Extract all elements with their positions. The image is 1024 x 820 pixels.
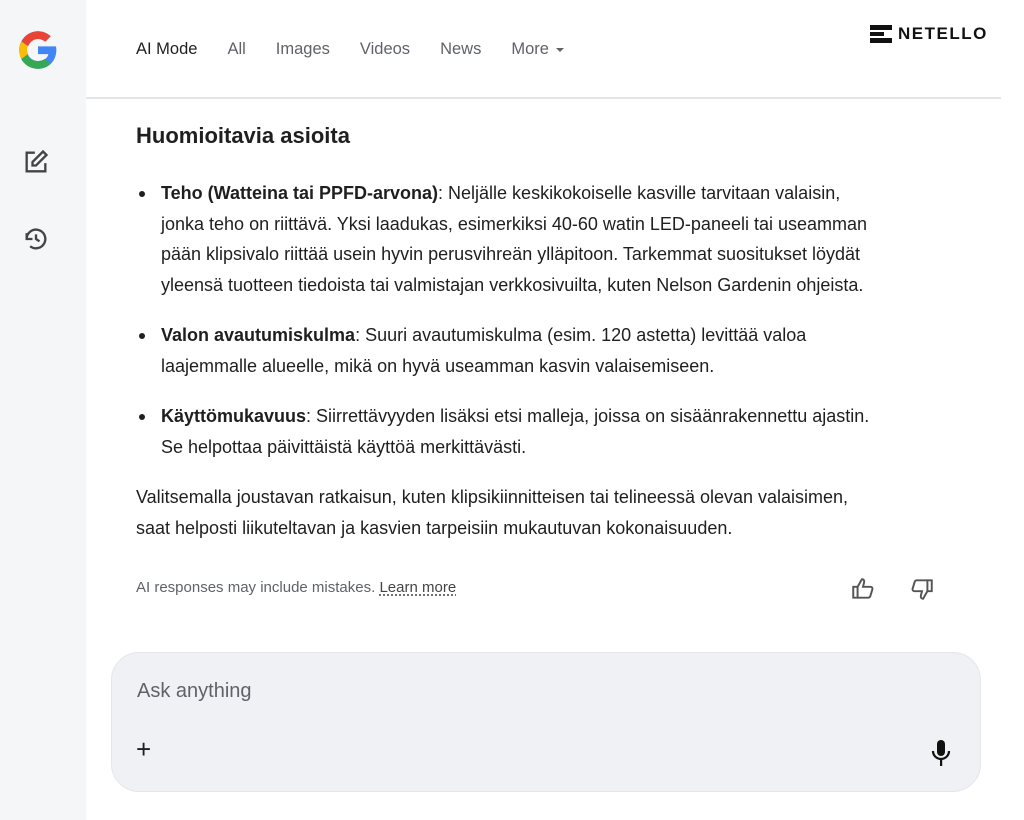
summary-line: Valitsemalla joustavan ratkaisun, kuten klipsikiinnitteisen tai telineessä olevan valaisimen, bbox=[136, 487, 849, 507]
netello-logo-icon bbox=[870, 25, 892, 43]
search-tabs bbox=[136, 40, 564, 59]
bullet-line bbox=[161, 401, 966, 432]
sidebar bbox=[0, 0, 86, 820]
caret-down-icon bbox=[556, 48, 564, 52]
thumbs-down-icon[interactable] bbox=[909, 576, 935, 602]
learn-more-link[interactable]: Learn more bbox=[379, 579, 457, 596]
bullet-term: Valon avautumiskulma bbox=[161, 325, 356, 345]
disclaimer bbox=[136, 579, 456, 596]
bullet-text: pään klipsivalo riittää usein hyvin perusvihreän ylläpitoon. Tarkemmat suositukset löydät bbox=[161, 244, 861, 264]
list-item bbox=[136, 320, 966, 381]
bullet-line bbox=[161, 178, 966, 209]
list-item bbox=[136, 401, 966, 462]
bullet-term: Käyttömukavuus bbox=[161, 406, 307, 426]
ai-answer bbox=[136, 120, 966, 543]
bullet-text: : Suuri avautumiskulma (esim. 120 astetta) levittää valoa bbox=[355, 325, 807, 345]
microphone-icon[interactable] bbox=[930, 739, 952, 767]
more-label: More bbox=[511, 40, 549, 58]
tab-videos[interactable]: Videos bbox=[359, 40, 411, 58]
brand-logo bbox=[870, 24, 988, 44]
list-item bbox=[136, 178, 966, 300]
tab-more[interactable] bbox=[511, 40, 564, 59]
bullet-text: yleensä tuotteen tiedoista tai valmistajan verkkosivuilta, kuten Nelson Gardenin ohjeista. bbox=[161, 274, 864, 295]
history-icon[interactable] bbox=[22, 225, 50, 253]
section-heading: Huomioitavia asioita bbox=[136, 123, 350, 148]
summary-line: saat helposti liikuteltavan ja kasvien tarpeisiin mukautuvan kokonaisuuden. bbox=[136, 517, 733, 538]
tab-news[interactable]: News bbox=[440, 40, 482, 58]
tab-ai-mode[interactable]: AI Mode bbox=[136, 40, 198, 58]
thumbs-up-icon[interactable] bbox=[850, 576, 876, 602]
bullet-line bbox=[161, 320, 966, 351]
google-logo-icon[interactable] bbox=[16, 28, 60, 72]
ask-input-placeholder[interactable]: Ask anything bbox=[137, 680, 252, 702]
summary-paragraph bbox=[136, 482, 966, 543]
disclaimer-text: AI responses may include mistakes. bbox=[136, 579, 376, 596]
bullet-text: : Siirrettävyyden lisäksi etsi malleja, joissa on sisäänrakennettu ajastin. bbox=[306, 406, 870, 426]
ask-input-box[interactable] bbox=[111, 652, 981, 792]
bullet-text: laajemmalle alueelle, mikä on hyvä useamman kasvin valaisemiseen. bbox=[161, 355, 715, 376]
new-chat-edit-icon[interactable] bbox=[22, 148, 50, 176]
bullet-text: : Neljälle keskikokoiselle kasville tarvitaan valaisin, bbox=[438, 183, 841, 203]
brand-name: NETELLO bbox=[898, 24, 988, 43]
bullet-list bbox=[136, 178, 966, 462]
bullet-term: Teho (Watteina tai PPFD-arvona) bbox=[161, 183, 439, 203]
header-divider bbox=[86, 97, 1001, 99]
bullet-text: Se helpottaa päivittäistä käyttöä merkittävästi. bbox=[161, 436, 527, 457]
add-attachment-plus-icon[interactable]: + bbox=[136, 734, 152, 764]
tab-images[interactable]: Images bbox=[275, 40, 330, 58]
tab-all[interactable]: All bbox=[227, 40, 246, 58]
bullet-text: jonka teho on riittävä. Yksi laadukas, esimerkiksi 40-60 watin LED-paneeli tai useamman bbox=[161, 213, 868, 234]
